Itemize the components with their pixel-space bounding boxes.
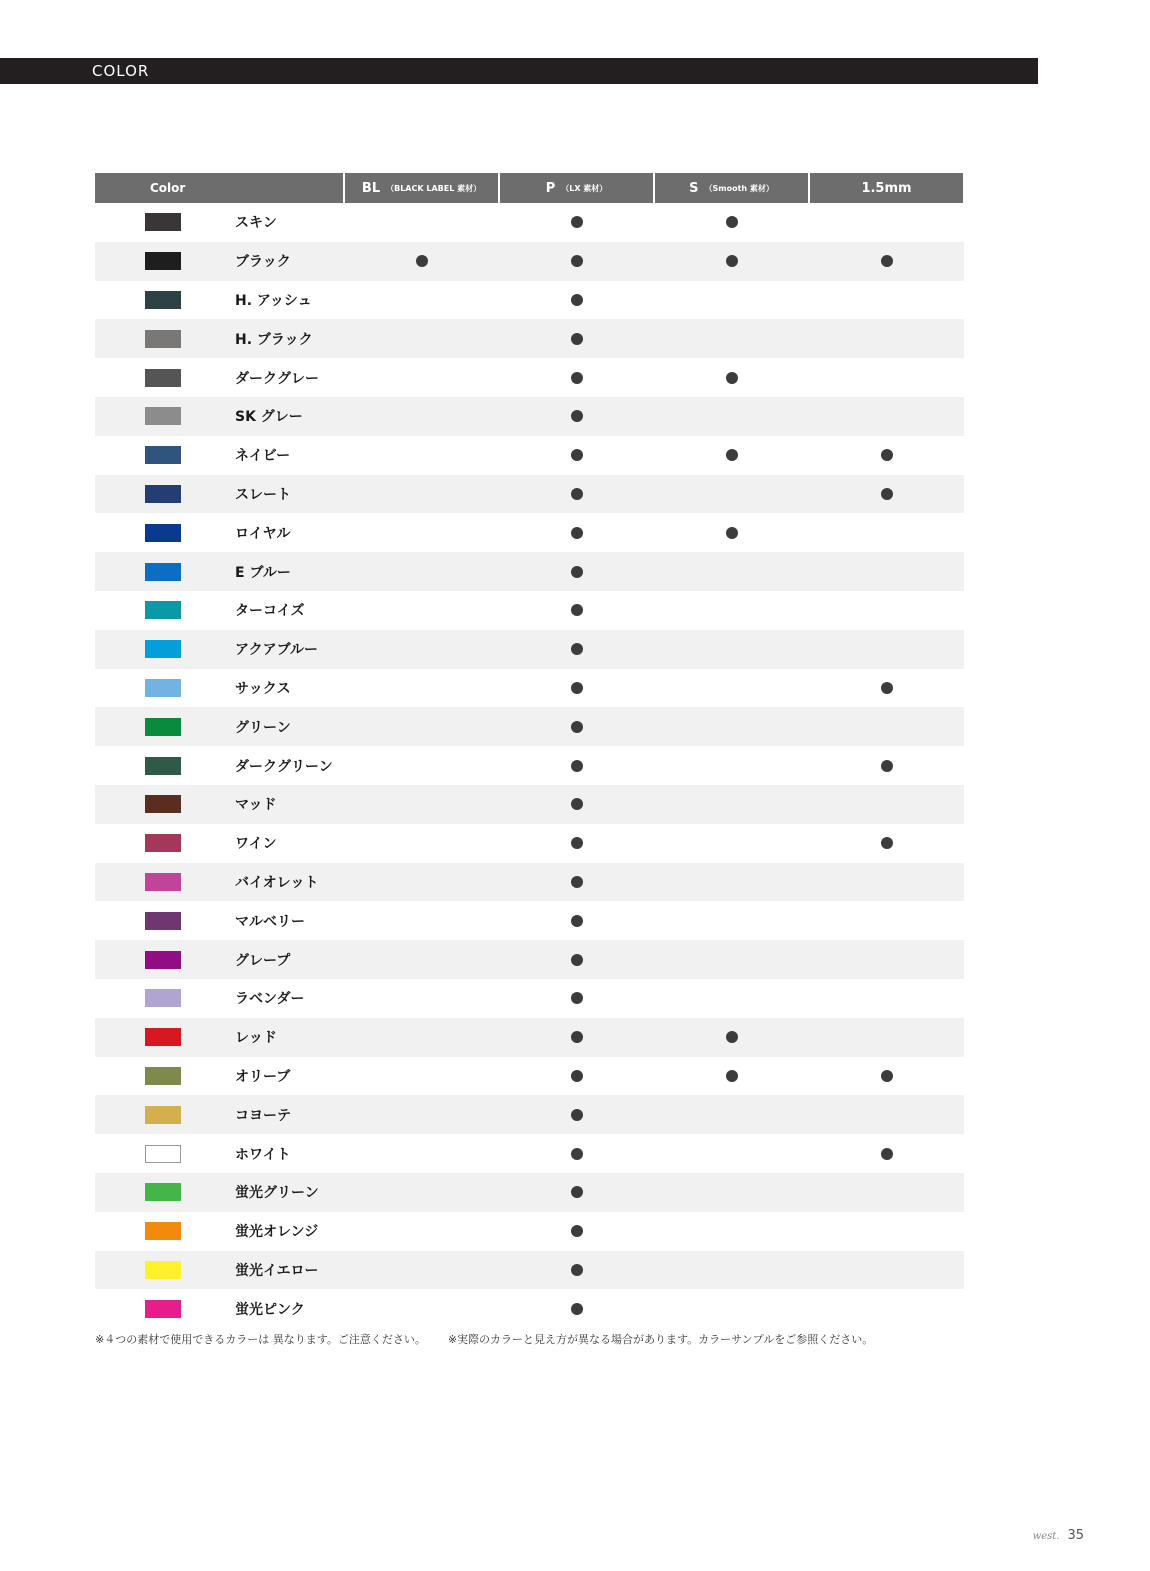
- color-swatch: [145, 912, 181, 930]
- table-row: [95, 863, 964, 902]
- availability-cell-p: [500, 915, 653, 927]
- table-row: [95, 1212, 964, 1251]
- color-name: ダークグレー: [235, 370, 319, 387]
- color-swatch: [145, 1145, 181, 1163]
- availability-cell-p: [500, 255, 653, 267]
- table-row: [95, 979, 964, 1018]
- available-dot-icon: [571, 1225, 583, 1237]
- available-dot-icon: [571, 604, 583, 616]
- color-swatch: [145, 834, 181, 852]
- available-dot-icon: [726, 527, 738, 539]
- color-cell: [95, 329, 343, 349]
- color-name: SK グレー: [235, 409, 303, 426]
- color-swatch: [145, 330, 181, 348]
- color-cell: [95, 639, 343, 659]
- color-swatch: [145, 718, 181, 736]
- available-dot-icon: [571, 372, 583, 384]
- color-swatch: [145, 989, 181, 1007]
- availability-cell-p: [500, 333, 653, 345]
- color-swatch: [145, 601, 181, 619]
- available-dot-icon: [726, 1070, 738, 1082]
- color-cell: [95, 562, 343, 582]
- section-title: COLOR: [92, 62, 150, 80]
- column-header-bl: [345, 173, 498, 203]
- color-cell: [95, 368, 343, 388]
- availability-cell-p: [500, 1225, 653, 1237]
- color-name: H. ブラック: [235, 331, 313, 348]
- availability-cell-1-5mm: [810, 449, 963, 461]
- color-name: グリーン: [235, 719, 291, 736]
- color-cell: [95, 212, 343, 232]
- available-dot-icon: [571, 1070, 583, 1082]
- color-name: マルベリー: [235, 913, 305, 930]
- available-dot-icon: [571, 333, 583, 345]
- color-swatch: [145, 563, 181, 581]
- color-name: アクアブルー: [235, 642, 319, 659]
- color-name: 蛍光イエロー: [235, 1262, 319, 1279]
- color-swatch: [145, 795, 181, 813]
- table-row: [95, 436, 964, 475]
- column-header-sublabel: （LX 素材）: [561, 183, 608, 193]
- color-name: ターコイズ: [235, 603, 305, 620]
- color-name: バイオレット: [235, 874, 319, 891]
- table-row: [95, 630, 964, 669]
- availability-cell-1-5mm: [810, 682, 963, 694]
- table-row: [95, 1134, 964, 1173]
- availability-cell-p: [500, 721, 653, 733]
- column-header-sublabel: （Smooth 素材）: [704, 183, 774, 193]
- available-dot-icon: [726, 255, 738, 267]
- table-row: [95, 242, 964, 281]
- color-availability-table: [95, 173, 964, 1328]
- available-dot-icon: [571, 410, 583, 422]
- page-number: 35: [1067, 1528, 1084, 1543]
- table-row: [95, 940, 964, 979]
- page-footer: [1033, 1528, 1084, 1543]
- available-dot-icon: [571, 216, 583, 228]
- availability-cell-1-5mm: [810, 837, 963, 849]
- color-cell: [95, 1221, 343, 1241]
- availability-cell-p: [500, 1109, 653, 1121]
- color-swatch: [145, 291, 181, 309]
- footnote-color-appearance: ※実際のカラーと見え方が異なる場合があります。カラーサンプルをご参照ください。: [447, 1333, 874, 1346]
- availability-cell-1-5mm: [810, 255, 963, 267]
- color-name: ロイヤル: [235, 525, 291, 542]
- availability-cell-1-5mm: [810, 1148, 963, 1160]
- availability-cell-p: [500, 1303, 653, 1315]
- available-dot-icon: [571, 294, 583, 306]
- table-row: [95, 281, 964, 320]
- color-cell: [95, 290, 343, 310]
- table-row: [95, 513, 964, 552]
- column-header-1-5mm: [810, 173, 963, 203]
- color-name: 蛍光グリーン: [235, 1185, 319, 1202]
- color-cell: [95, 1260, 343, 1280]
- column-header-label: BL: [361, 180, 381, 196]
- availability-cell-p: [500, 798, 653, 810]
- color-swatch: [145, 640, 181, 658]
- available-dot-icon: [571, 488, 583, 500]
- available-dot-icon: [571, 449, 583, 461]
- color-swatch: [145, 446, 181, 464]
- color-swatch: [145, 1106, 181, 1124]
- section-header-bar: [0, 58, 1038, 84]
- color-cell: [95, 1027, 343, 1047]
- color-name: ブラック: [235, 254, 291, 271]
- available-dot-icon: [416, 255, 428, 267]
- availability-cell-p: [500, 682, 653, 694]
- available-dot-icon: [881, 1148, 893, 1160]
- color-swatch: [145, 1222, 181, 1240]
- color-cell: [95, 406, 343, 426]
- availability-cell-bl: [345, 255, 498, 267]
- availability-cell-p: [500, 449, 653, 461]
- availability-cell-p: [500, 876, 653, 888]
- table-body: [95, 203, 964, 1328]
- color-name: ホワイト: [235, 1146, 291, 1163]
- color-cell: [95, 872, 343, 892]
- available-dot-icon: [571, 721, 583, 733]
- available-dot-icon: [726, 1031, 738, 1043]
- column-header-p: [500, 173, 653, 203]
- color-cell: [95, 523, 343, 543]
- column-header-label: S: [689, 180, 699, 196]
- color-name: ダークグリーン: [235, 758, 333, 775]
- available-dot-icon: [571, 1148, 583, 1160]
- color-swatch: [145, 1300, 181, 1318]
- color-name: ワイン: [235, 836, 277, 853]
- table-row: [95, 1289, 964, 1328]
- color-swatch: [145, 524, 181, 542]
- availability-cell-p: [500, 1186, 653, 1198]
- color-cell: [95, 1144, 343, 1164]
- color-swatch: [145, 679, 181, 697]
- available-dot-icon: [881, 488, 893, 500]
- color-swatch: [145, 485, 181, 503]
- available-dot-icon: [571, 876, 583, 888]
- color-cell: [95, 794, 343, 814]
- color-cell: [95, 1182, 343, 1202]
- available-dot-icon: [571, 954, 583, 966]
- availability-cell-p: [500, 1264, 653, 1276]
- availability-cell-p: [500, 488, 653, 500]
- available-dot-icon: [571, 992, 583, 1004]
- available-dot-icon: [571, 1109, 583, 1121]
- table-row: [95, 475, 964, 514]
- availability-cell-p: [500, 1148, 653, 1160]
- available-dot-icon: [881, 449, 893, 461]
- table-row: [95, 1251, 964, 1290]
- availability-cell-s: [655, 1031, 808, 1043]
- color-swatch: [145, 1067, 181, 1085]
- table-row: [95, 901, 964, 940]
- available-dot-icon: [571, 527, 583, 539]
- color-swatch: [145, 369, 181, 387]
- table-row: [95, 824, 964, 863]
- color-swatch: [145, 1028, 181, 1046]
- color-cell: [95, 484, 343, 504]
- color-swatch: [145, 873, 181, 891]
- color-swatch: [145, 757, 181, 775]
- color-cell: [95, 251, 343, 271]
- availability-cell-p: [500, 527, 653, 539]
- color-cell: [95, 950, 343, 970]
- table-row: [95, 319, 964, 358]
- column-header-sublabel: （BLACK LABEL 素材）: [386, 183, 482, 193]
- table-row: [95, 1095, 964, 1134]
- color-name: スレート: [235, 486, 291, 503]
- color-cell: [95, 911, 343, 931]
- availability-cell-p: [500, 294, 653, 306]
- availability-cell-p: [500, 372, 653, 384]
- table-row: [95, 397, 964, 436]
- color-name: 蛍光ピンク: [235, 1301, 305, 1318]
- color-name: 蛍光オレンジ: [235, 1224, 319, 1241]
- color-cell: [95, 717, 343, 737]
- color-name: ネイビー: [235, 448, 291, 465]
- availability-cell-1-5mm: [810, 1070, 963, 1082]
- table-row: [95, 746, 964, 785]
- availability-cell-s: [655, 1070, 808, 1082]
- availability-cell-p: [500, 1031, 653, 1043]
- available-dot-icon: [881, 255, 893, 267]
- color-cell: [95, 1066, 343, 1086]
- color-swatch: [145, 1261, 181, 1279]
- available-dot-icon: [571, 566, 583, 578]
- color-name: E ブルー: [235, 564, 291, 581]
- available-dot-icon: [571, 798, 583, 810]
- available-dot-icon: [571, 837, 583, 849]
- availability-cell-p: [500, 566, 653, 578]
- availability-cell-p: [500, 1070, 653, 1082]
- available-dot-icon: [571, 1303, 583, 1315]
- available-dot-icon: [881, 760, 893, 772]
- availability-cell-p: [500, 643, 653, 655]
- color-cell: [95, 678, 343, 698]
- column-header-s: [655, 173, 808, 203]
- available-dot-icon: [726, 372, 738, 384]
- table-row: [95, 785, 964, 824]
- column-header-label: Color: [150, 181, 186, 195]
- available-dot-icon: [571, 1186, 583, 1198]
- available-dot-icon: [571, 1264, 583, 1276]
- availability-cell-s: [655, 527, 808, 539]
- footnotes: [95, 1331, 873, 1347]
- color-name: スキン: [235, 215, 277, 232]
- availability-cell-p: [500, 604, 653, 616]
- table-header: [95, 173, 964, 203]
- availability-cell-p: [500, 760, 653, 772]
- color-cell: [95, 600, 343, 620]
- availability-cell-s: [655, 216, 808, 228]
- color-cell: [95, 445, 343, 465]
- color-swatch: [145, 252, 181, 270]
- table-row: [95, 1173, 964, 1212]
- color-name: オリーブ: [235, 1068, 291, 1085]
- color-swatch: [145, 1183, 181, 1201]
- column-header-label: P: [545, 180, 556, 196]
- availability-cell-p: [500, 410, 653, 422]
- color-name: レッド: [235, 1030, 277, 1047]
- availability-cell-1-5mm: [810, 488, 963, 500]
- column-header-color: [95, 173, 343, 203]
- table-row: [95, 552, 964, 591]
- available-dot-icon: [881, 837, 893, 849]
- availability-cell-p: [500, 216, 653, 228]
- table-row: [95, 669, 964, 708]
- color-swatch: [145, 213, 181, 231]
- availability-cell-p: [500, 954, 653, 966]
- color-name: サックス: [235, 680, 291, 697]
- footnote-material: ※４つの素材で使用できるカラーは 異なります。ご注意ください。: [95, 1333, 426, 1346]
- table-row: [95, 1057, 964, 1096]
- availability-cell-s: [655, 449, 808, 461]
- column-header-label: 1.5mm: [861, 180, 912, 196]
- available-dot-icon: [571, 255, 583, 267]
- availability-cell-s: [655, 372, 808, 384]
- brand-logo: west.: [1032, 1531, 1060, 1542]
- available-dot-icon: [881, 1070, 893, 1082]
- available-dot-icon: [881, 682, 893, 694]
- available-dot-icon: [571, 760, 583, 772]
- color-cell: [95, 988, 343, 1008]
- available-dot-icon: [726, 216, 738, 228]
- table-row: [95, 358, 964, 397]
- color-name: マッド: [235, 797, 277, 814]
- color-swatch: [145, 951, 181, 969]
- availability-cell-p: [500, 992, 653, 1004]
- table-row: [95, 1018, 964, 1057]
- available-dot-icon: [726, 449, 738, 461]
- color-name: ラベンダー: [235, 991, 305, 1008]
- availability-cell-s: [655, 255, 808, 267]
- available-dot-icon: [571, 643, 583, 655]
- color-cell: [95, 833, 343, 853]
- available-dot-icon: [571, 682, 583, 694]
- available-dot-icon: [571, 1031, 583, 1043]
- color-cell: [95, 1105, 343, 1125]
- color-name: グレープ: [235, 952, 291, 969]
- color-name: コヨーテ: [235, 1107, 291, 1124]
- color-cell: [95, 1299, 343, 1319]
- availability-cell-1-5mm: [810, 760, 963, 772]
- available-dot-icon: [571, 915, 583, 927]
- color-swatch: [145, 407, 181, 425]
- table-row: [95, 203, 964, 242]
- table-row: [95, 707, 964, 746]
- color-name: H. アッシュ: [235, 292, 312, 309]
- color-cell: [95, 756, 343, 776]
- table-row: [95, 591, 964, 630]
- availability-cell-p: [500, 837, 653, 849]
